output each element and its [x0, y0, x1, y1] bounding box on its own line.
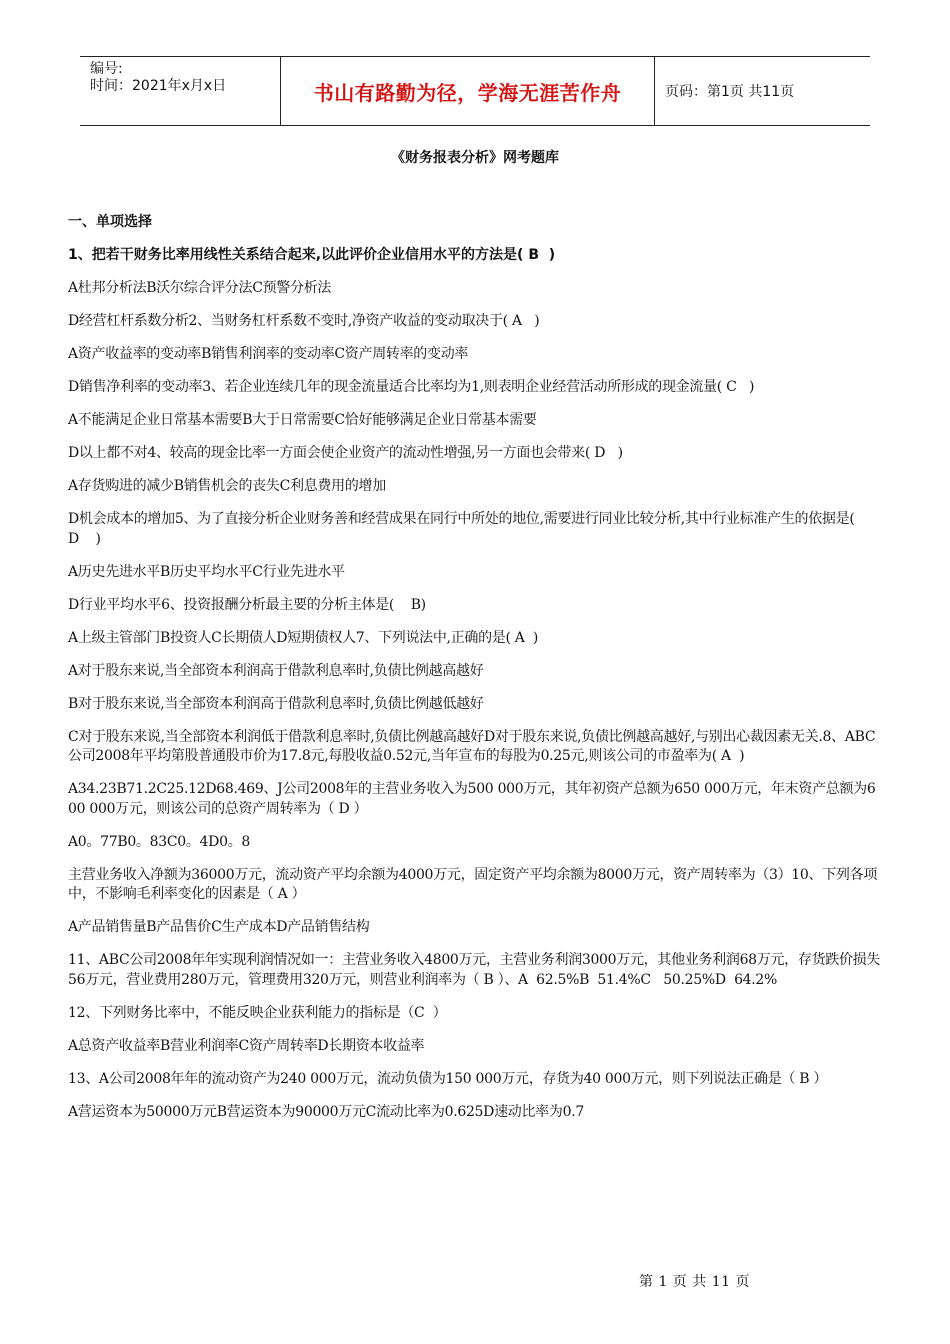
question-paragraph: A存货购进的减少B销售机会的丧失C利息费用的增加 — [68, 478, 386, 494]
question-paragraph: 12、下列财务比率中，不能反映企业获利能力的指标是（C ） — [68, 1004, 447, 1021]
question-paragraph: 1、把若干财务比率用线性关系结合起来,以此评价企业信用水平的方法是( B ) — [68, 247, 556, 263]
question-paragraph: A对于股东来说,当全部资本利润高于借款利息率时,负债比例越高越好 — [68, 662, 484, 679]
header-motto: 书山有路勤为径，学海无涯苦作舟 — [281, 57, 655, 125]
question-paragraph: A上级主管部门B投资人C长期债人D短期债权人7、下列说法中,正确的是( A ) — [68, 629, 539, 646]
question-paragraph: 13、A公司2008年年的流动资产为240 000万元，流动负债为150 000万元，存货为40 000万元，则下列说法正确是（ B ） — [68, 1070, 828, 1087]
question-paragraph: 主营业务收入净额为36000万元，流动资产平均余额为4000万元，固定资产平均余额为8000万元，资产周转率为（3）10、下列各项中，不影响毛利率变化的因素是（ A ） — [68, 866, 878, 902]
question-paragraph: A营运资本为50000万元B营运资本为90000万元C流动比率为0.625D速动比率为0.7 — [68, 1103, 584, 1120]
question-paragraph: A0。77B0。83C0。4D0。8 — [68, 833, 251, 850]
question-paragraph: D机会成本的增加5、为了直接分析企业财务善和经营成果在同行中所处的地位,需要进行同业比较分析,其中行业标准产生的依据是( D ) — [68, 511, 872, 547]
question-paragraph: A历史先进水平B历史平均水平C行业先进水平 — [68, 563, 345, 580]
question-paragraph: A资产收益率的变动率B销售利润率的变动率C资产周转率的变动率 — [68, 346, 469, 362]
question-paragraph: B对于股东来说,当全部资本利润高于借款利息率时,负债比例越低越好 — [68, 695, 484, 712]
document-body — [68, 213, 882, 1136]
question-paragraph: C对于股东来说,当全部资本利润低于借款利息率时,负债比例越高越好D对于股东来说,负债比例越高越好,与别出心裁因素无关.8、ABC公司2008年平均第股普通股市价为17.8元,每股收益0.52元,当年宣布的每股为0.25元,则该公司的市盈率为( A ) — [68, 728, 876, 764]
question-paragraph: A34.23B71.2C25.12D68.469、J公司2008年的主营业务收入为500 000万元，其年初资产总额为650 000万元，年末资产总额为600 000万元，则该公司的总资产周转率为（ D ） — [68, 781, 876, 817]
header-time: 时间：2021年x月x日 — [90, 78, 227, 94]
document-title: 《财务报表分析》网考题库 — [391, 150, 559, 166]
question-paragraph: A不能满足企业日常基本需要B大于日常需要C恰好能够满足企业日常基本需要 — [68, 412, 537, 428]
page-footer: 第 1 页 共 11 页 — [639, 1274, 750, 1290]
question-paragraph: D以上都不对4、较高的现金比率一方面会使企业资产的流动性增强,另一方面也会带来( D ) — [68, 445, 623, 461]
header-number: 编号: — [90, 61, 123, 77]
question-paragraph: D行业平均水平6、投资报酬分析最主要的分析主体是( B) — [68, 596, 426, 613]
question-paragraph: 11、ABC公司2008年年实现利润情况如一：主营业务收入4800万元，主营业务利润3000万元，其他业务利润68万元，存货跌价损失56万元，营业费用280万元，管理费用320万元，则营业利润率为（ B ）、A 62.5%B 51.4%C 50.25%D 64.2% — [68, 952, 881, 988]
question-paragraph: A产品销售量B产品售价C生产成本D产品销售结构 — [68, 919, 370, 935]
question-paragraph: A总资产收益率B营业利润率C资产周转率D长期资本收益率 — [68, 1037, 425, 1054]
question-paragraph: D经营杠杆系数分析2、当财务杠杆系数不变时,净资产收益的变动取决于( A ) — [68, 313, 540, 329]
section-heading: 一、单项选择 — [68, 214, 152, 230]
question-paragraph: D销售净利率的变动率3、若企业连续几年的现金流量适合比率均为1,则表明企业经营活动所形成的现金流量( C ) — [68, 379, 755, 395]
document-header — [80, 56, 870, 126]
header-page-info: 页码：第1页 共11页 — [665, 84, 795, 100]
header-meta — [80, 57, 281, 125]
question-paragraph: A杜邦分析法B沃尔综合评分法C预警分析法 — [68, 280, 332, 296]
